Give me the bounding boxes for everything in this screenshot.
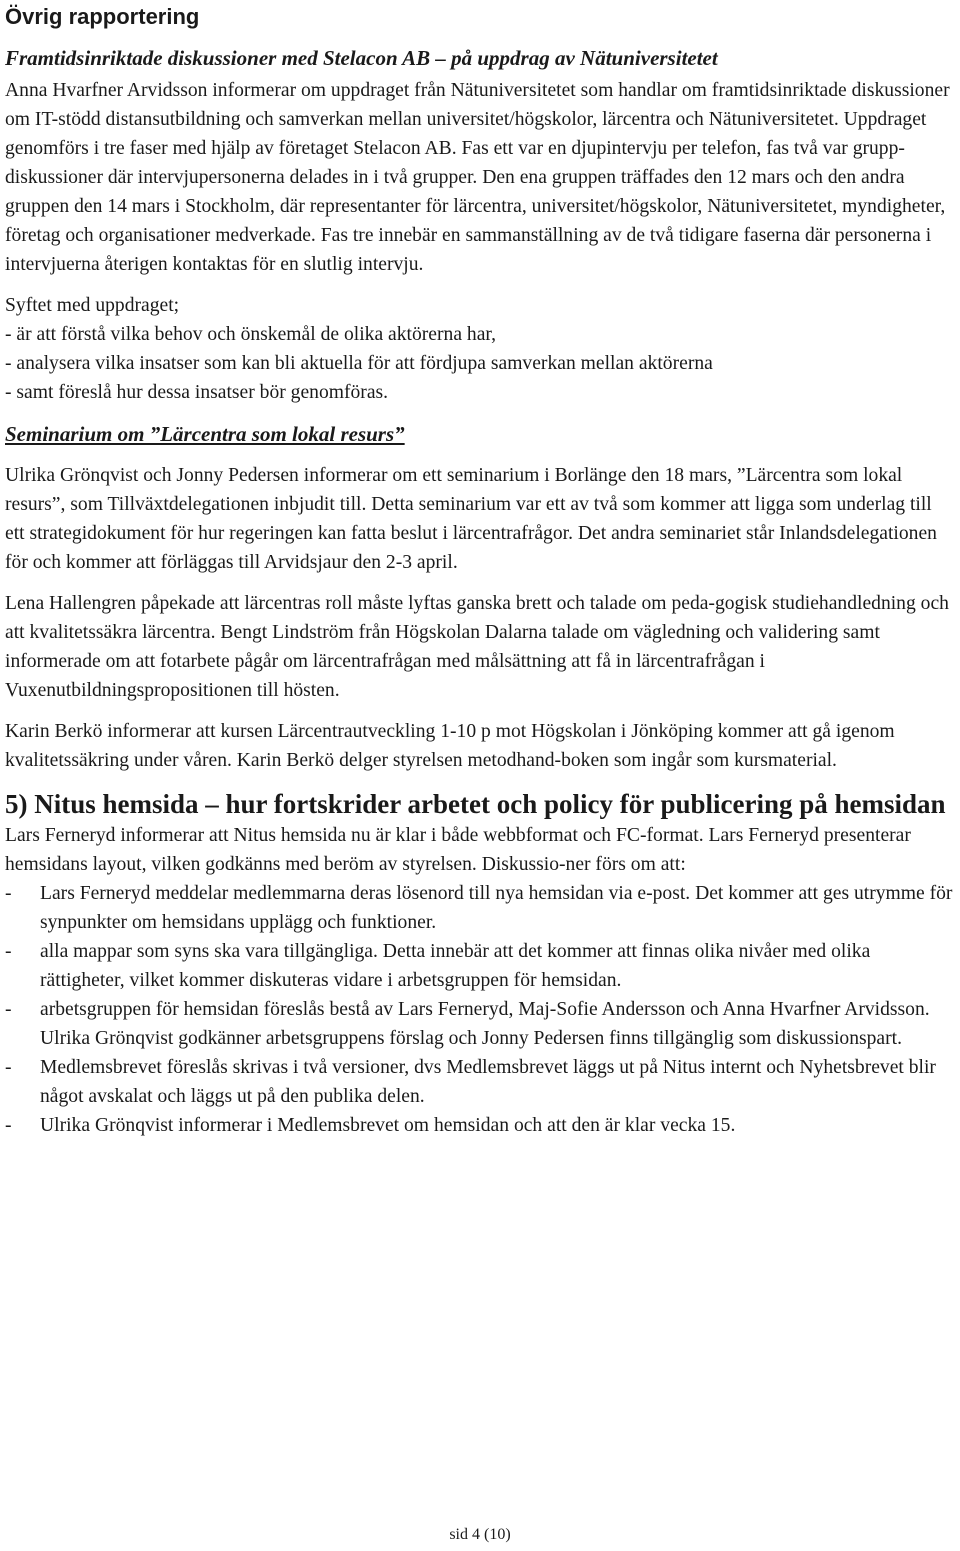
purpose-item-3: - samt föreslå hur dessa insatser bör genomföras. — [5, 382, 389, 403]
page-number: sid 4 (10) — [449, 1526, 511, 1543]
list-item — [5, 1111, 955, 1140]
list-dash: - — [5, 941, 12, 962]
list-dash: - — [5, 999, 12, 1020]
paragraph-seminarium-2: Lena Hallengren påpekade att lärcentras roll måste lyftas ganska brett och talade om peda-gogisk studiehandledning och att kvalitetssäkra lärcentra. Bengt Lindström från Högskolan Dalarna talade om vägledning och validering samt informerade om att fotarbete pågår om lärcentrafrågan med målsättning att få in lärcentrafrågan i Vuxenutbildningspropositionen till hösten. — [5, 593, 949, 701]
paragraph-stelacon: Anna Hvarfner Arvidsson informerar om uppdraget från Nätuniversitetet som handlar om framtidsinriktade diskussioner om IT-stödd distansutbildning och samverkan mellan universitet/högskolor, lärcentra och Nätuniversitetet. Uppdraget genomförs i tre faser med hjälp av företaget Stelacon AB. Fas ett var en djupintervju per telefon, fas två var grupp-diskussioner där intervjupersonerna delades in i två grupper. Den ena gruppen träffades den 12 mars och den andra gruppen den 14 mars i Stockholm, där representanter för lärcentra, universitet/högskolor, Nätuniversitetet, myndigheter, företag och organisationer medverkade. Fas tre innebär en sammanställning av de två tidigare faserna där personerna i intervjuerna återigen kontaktas för en slutlig intervju. — [5, 80, 950, 275]
list-dash: - — [5, 1057, 12, 1078]
list-item — [5, 937, 955, 995]
paragraph-hemsida: Lars Ferneryd informerar att Nitus hemsida nu är klar i både webbformat och FC-format. Lars Ferneryd presenterar hemsidans layout, vilken godkänns med beröm av styrelsen. Diskussio-ner förs om att: — [5, 825, 911, 875]
list-item-text: Ulrika Grönqvist informerar i Medlemsbrevet om hemsidan och att den är klar vecka 15. — [40, 1115, 736, 1136]
list-item-text: Lars Ferneryd meddelar medlemmarna deras lösenord till nya hemsidan via e-post. Det kommer att ges utrymme för synpunkter om hemsidans upplägg och funktioner. — [40, 883, 953, 933]
list-dash: - — [5, 1115, 12, 1136]
page-heading: Övrig rapportering — [5, 4, 200, 29]
paragraph-seminarium-1: Ulrika Grönqvist och Jonny Pedersen informerar om ett seminarium i Borlänge den 18 mars, ”Lärcentra som lokal resurs”, som Tillväxtdelegationen inbjudit till. Detta seminarium var ett av två som kommer att ligga som underlag till ett strategidokument för hur regeringen kan fatta beslut i lärcentrafrågor. Det andra seminariet står Inlandsdelegationen för och kommer att förläggas till Arvidsjaur den 2-3 april. — [5, 465, 937, 573]
paragraph-seminarium-3: Karin Berkö informerar att kursen Lärcentrautveckling 1-10 p mot Högskolan i Jönköping kommer att gå igenom kvalitetssäkring under våren. Karin Berkö delger styrelsen metodhand-boken som ingår som kursmaterial. — [5, 721, 895, 771]
list-item-text: Medlemsbrevet föreslås skrivas i två versioner, dvs Medlemsbrevet läggs ut på Nitus internt och Nyhetsbrevet blir något avskalat och läggs ut på den publika delen. — [40, 1057, 936, 1107]
list-dash: - — [5, 883, 12, 904]
list-item — [5, 879, 955, 937]
purpose-item-1: - är att förstå vilka behov och önskemål de olika aktörerna har, — [5, 324, 497, 345]
section-title-hemsida: 5) Nitus hemsida – hur fortskrider arbetet och policy för publicering på hemsidan — [5, 789, 946, 819]
list-item — [5, 995, 955, 1053]
list-item-text: alla mappar som syns ska vara tillgängliga. Detta innebär att det kommer att finnas olika nivåer med olika rättigheter, vilket kommer diskuteras vidare i arbetsgruppen för hemsidan. — [40, 941, 871, 991]
purpose-intro: Syftet med uppdraget; — [5, 295, 180, 316]
document-page — [5, 0, 955, 1140]
section-title-stelacon: Framtidsinriktade diskussioner med Stelacon AB – på uppdrag av Nätuniversitetet — [5, 46, 718, 70]
hemsida-discussion-list — [5, 879, 955, 1140]
section-title-seminarium: Seminarium om ”Lärcentra som lokal resurs” — [5, 422, 405, 446]
purpose-item-2: - analysera vilka insatser som kan bli aktuella för att fördjupa samverkan mellan aktörerna — [5, 353, 713, 374]
list-item-text: arbetsgruppen för hemsidan föreslås bestå av Lars Ferneryd, Maj-Sofie Andersson och Anna Hvarfner Arvidsson. Ulrika Grönqvist godkänner arbetsgruppens förslag och Jonny Pedersen finns tillgänglig som diskussionspart. — [40, 999, 930, 1049]
list-item — [5, 1053, 955, 1111]
